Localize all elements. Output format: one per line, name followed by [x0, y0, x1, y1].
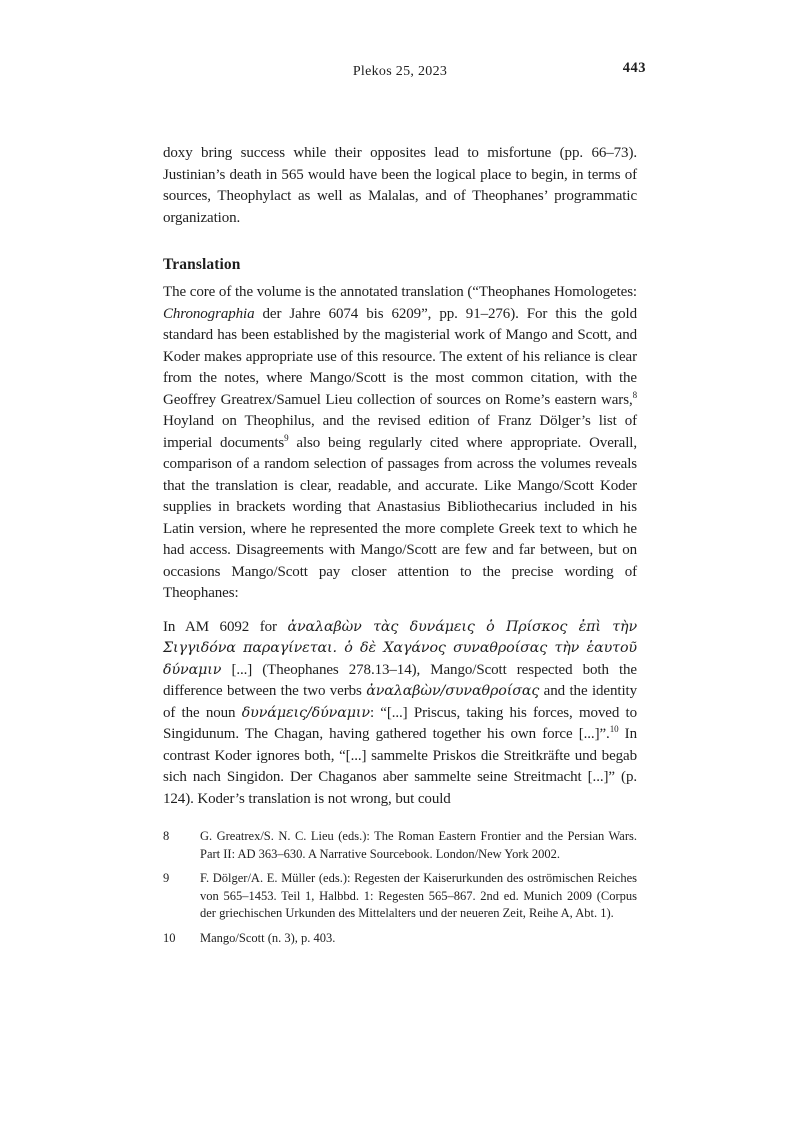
footnote-number: 8 — [163, 829, 170, 843]
text-run: doxy bring success while their opposites lead to misfortune (pp. 66–73). Justinian’s death in 565 would have been the logical place to begin, in terms of sources, Theophylact as well as Malalas, and of Theophanes’ programmatic organization. — [163, 145, 637, 226]
text-run: [...] (Theophanes 278.13–14), Mango/Scott respected both the difference between the two verbs — [163, 661, 637, 699]
section-heading: Translation — [163, 256, 241, 273]
footnotes-section — [163, 828, 637, 947]
text-run: δυνάμεις/δύναμιν — [241, 704, 370, 721]
footnote — [163, 828, 637, 863]
paragraph-greek-example — [163, 617, 637, 811]
text-run: ἀναλαβὼν τὰς δυνάμεις ὁ Πρίσκος ἐπὶ τὴν Σιγγιδόνα παραγίνεται. ὁ δὲ Χαγάνος συναθροίσας τὴν ἑαυτοῦ δύναμιν — [163, 618, 638, 678]
footnote-ref: 8 — [632, 389, 637, 400]
footnote — [163, 930, 637, 948]
text-run: In AM 6092 for — [163, 618, 288, 635]
footnote-ref: 10 — [609, 724, 619, 734]
text-run: also being regularly cited where appropriate. Overall, comparison of a random selection of passages from across the volumes reveals that the translation is clear, readable, and accurate. Like Mango/Scott Koder supplies in brackets wording that Anastasius Bibliothecarius included in his Latin version, where he represented the more complete Greek text to which he had access. Disagreements with Mango/Scott are few and far between, but on occasions Mango/Scott pay closer attention to the precise wording of Theophanes: — [163, 434, 637, 601]
running-head — [163, 60, 646, 83]
footnote-number: 10 — [163, 930, 176, 945]
footnote-text: F. Dölger/A. E. Müller (eds.): Regesten der Kaiserurkunden des oströmischen Reiches von 565–1453. Teil 1, Halbbd. 1: Regesten 565–867. 2nd ed. Munich 2009 (Corpus der griechischen Urkunden des Mittelalters und der neueren Zeit, Reihe A, Abt. 1). — [200, 871, 637, 920]
text-run: The core of the volume is the annotated translation (“Theophanes Homologetes: — [163, 284, 637, 300]
page-number: 443 — [622, 60, 646, 76]
text-run: der Jahre 6074 bis 6209”, pp. 91–276). For this the gold standard has been established by the magisterial work of Mango and Scott, and Koder makes appropriate use of this resource. The extent of his reliance is clear from the notes, where Mango/Scott is the most common citation, with the Geoffrey Greatrex/Samuel Lieu collection of sources on Rome’s eastern wars, — [163, 305, 637, 408]
paragraph-translation-discussion — [163, 282, 637, 605]
text-run: and the identity of the noun — [163, 683, 637, 721]
text-run: Hoyland on Theophilus, and the revised edition of Franz Dölger’s list of imperial documents — [163, 413, 637, 451]
footnote-ref: 9 — [284, 432, 289, 443]
text-run: Chronographia — [163, 305, 255, 322]
footnote-number: 9 — [163, 871, 170, 885]
text-run: ἀναλαβὼν/συναθροίσας — [366, 683, 540, 699]
footnote-text: Mango/Scott (n. 3), p. 403. — [200, 930, 336, 945]
paragraph-continuation — [163, 143, 637, 229]
journal-title: Plekos 25, 2023 — [352, 64, 448, 79]
text-run: In contrast Koder ignores both, “[...] sammelte Priskos die Streitkräfte und begab sich nach Singidon. Der Chaganos aber sammelte seine Streitmacht [...]” (p. 124). Koder’s translation is not wrong, but could — [163, 726, 637, 807]
footnote-text: G. Greatrex/S. N. C. Lieu (eds.): The Roman Eastern Frontier and the Persian Wars. Part II: AD 363–630. A Narrative Sourcebook. London/New York 2002. — [200, 829, 637, 861]
text-run: : “[...] Priscus, taking his forces, moved to Singidunum. The Chagan, having gathered together his own force [...]”. — [163, 704, 637, 742]
review-body — [163, 143, 637, 810]
footnote — [163, 870, 637, 923]
